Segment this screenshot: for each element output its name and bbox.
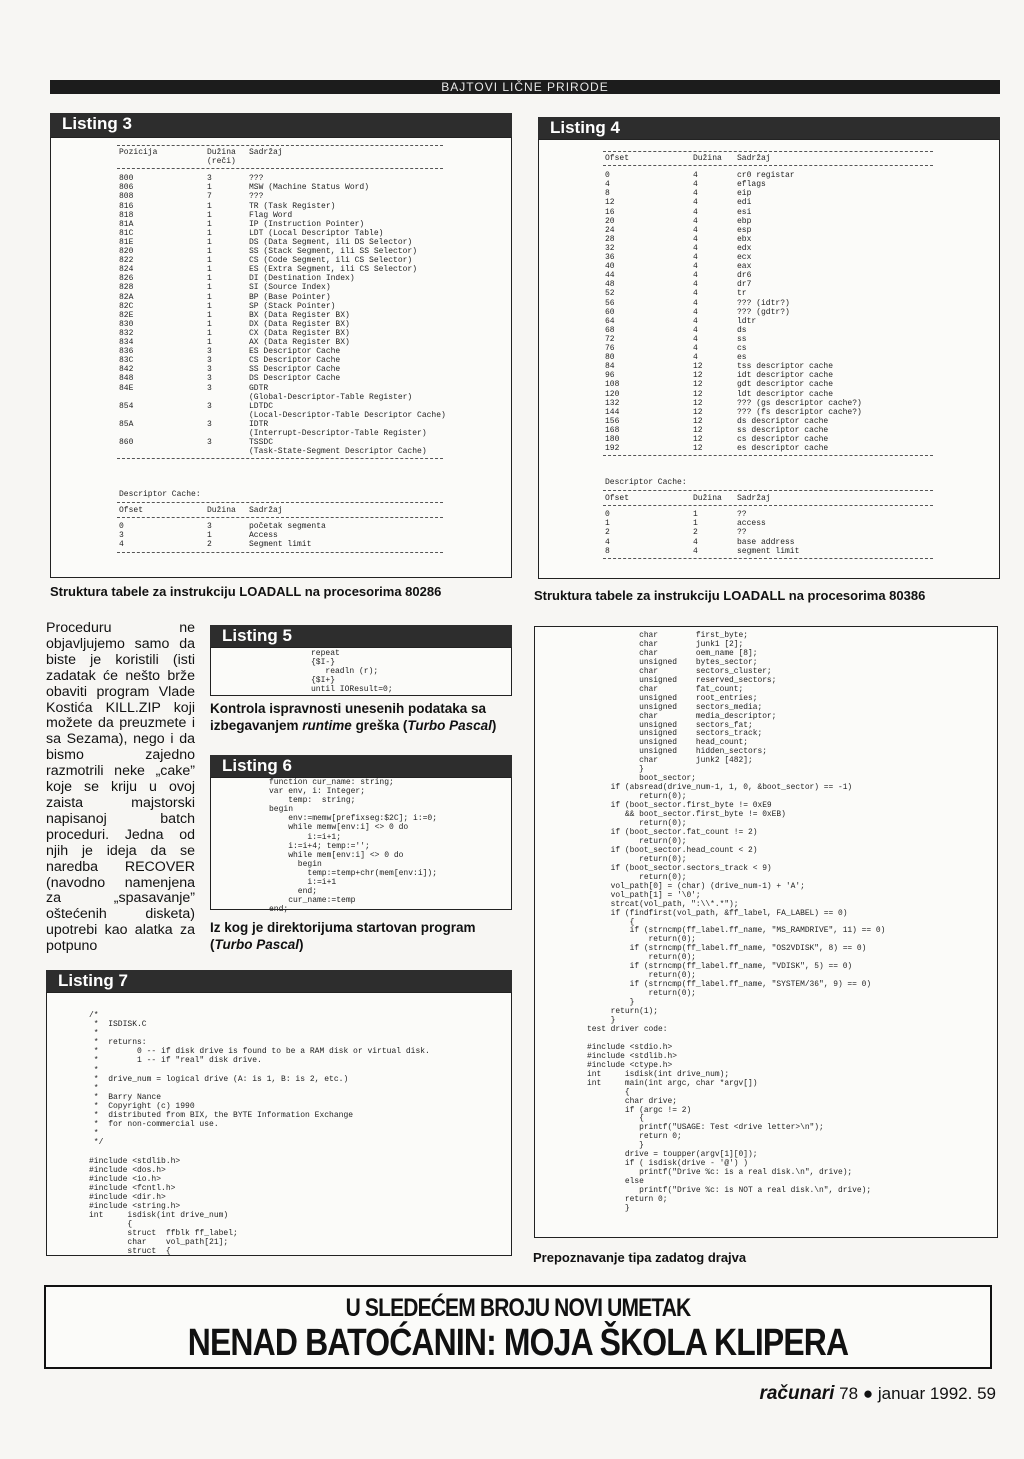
cell-length: 4 xyxy=(693,316,698,326)
table-rule xyxy=(603,490,933,491)
table-rule xyxy=(603,151,933,152)
cell-offset: 84E xyxy=(119,383,134,393)
cell-offset: 808 xyxy=(119,192,134,202)
listing-6-code: function cur_name: string; var env, i: Integer; temp: string; begin env:=memw[prefixseg:$2C]; i:=0; while memw[env:i] <> 0 do i:=i+1; i:=i+4; temp:=''; while mem[env:i] <> 0 do begin temp:=temp+chr(mem[env:i]); i:=i+1 end; cur_name:=temp end; xyxy=(269,778,438,915)
listing-6-box xyxy=(210,777,512,915)
cell-length: 1 xyxy=(207,210,212,220)
cell-content: eflags xyxy=(737,180,766,190)
cell-content: ebx xyxy=(737,234,752,244)
cell-content: edi xyxy=(737,198,752,208)
cell-length: 4 xyxy=(693,262,698,272)
cell-content: esp xyxy=(737,225,752,235)
cell-length: 1 xyxy=(207,228,212,238)
cell-length: 1 xyxy=(207,328,212,338)
listing-3-box xyxy=(50,137,512,578)
cell-offset: 854 xyxy=(119,401,134,411)
cell-length: 1 xyxy=(207,201,212,211)
cell-content: ds xyxy=(737,325,747,335)
cell-content: cs xyxy=(737,344,747,353)
listing-3-caption: Struktura tabele za instrukciju LOADALL na procesorima 80286 xyxy=(50,584,442,599)
cell-content: ??? (gdtr?) xyxy=(737,307,790,317)
cell-length: 3 xyxy=(207,374,212,384)
cache-cell-length: 1 xyxy=(693,510,698,520)
cell-content: AX (Data Register BX) xyxy=(249,338,350,347)
cell-content: tr xyxy=(737,289,747,299)
cell-offset: 36 xyxy=(605,253,615,262)
cell-content: ecx xyxy=(737,253,752,262)
cell-length: 1 xyxy=(207,247,212,256)
cache-cell-offset: 0 xyxy=(605,510,610,520)
listing-3-table xyxy=(51,138,511,577)
cell-offset: 82E xyxy=(119,310,134,320)
cache-column-header: Sadržaj xyxy=(737,494,771,504)
cell-offset: 52 xyxy=(605,289,615,299)
cache-cell-content: access xyxy=(737,519,766,529)
listing-5-box xyxy=(210,647,512,696)
cell-content: ??? (gs descriptor cache?) xyxy=(737,398,862,408)
cell-length: 3 xyxy=(207,347,212,357)
cell-content: dr6 xyxy=(737,271,752,281)
cache-cell-offset: 4 xyxy=(605,537,610,547)
cache-column-header: Dužina xyxy=(207,506,236,516)
column-header: Dužina xyxy=(207,148,236,157)
cell-offset: 44 xyxy=(605,271,615,281)
cell-content: MSW (Machine Status Word) xyxy=(249,183,370,193)
cell-content: ds descriptor cache xyxy=(737,416,829,426)
cell-length: 4 xyxy=(693,234,698,244)
table-rule xyxy=(117,552,443,553)
cell-content: cs descriptor cache xyxy=(737,435,829,444)
cell-content: DS (Data Segment, ili DS Selector) xyxy=(249,237,413,247)
cache-cell-content: ?? xyxy=(737,528,747,538)
cell-content: ES (Extra Segment, ili CS Selector) xyxy=(249,265,418,275)
cell-length: 1 xyxy=(207,319,212,329)
cell-offset: 0 xyxy=(605,171,610,181)
cell-offset: 64 xyxy=(605,316,615,326)
listing-7-header xyxy=(46,970,512,992)
cache-label: Descriptor Cache: xyxy=(605,478,687,487)
column-header: (reči) xyxy=(207,157,236,167)
column-header: Sadržaj xyxy=(249,148,283,157)
cell-content: DS Descriptor Cache xyxy=(249,374,341,384)
cell-content: idt descriptor cache xyxy=(737,371,834,381)
magazine-brand: računari xyxy=(759,1383,835,1404)
cell-content: ??? (fs descriptor cache?) xyxy=(737,407,862,417)
date-and-page: januar 1992. 59 xyxy=(877,1384,996,1403)
cache-cell-content: base address xyxy=(737,537,795,547)
cell-length: 3 xyxy=(207,401,212,411)
listing-4-box xyxy=(538,139,1000,579)
cell-offset: 96 xyxy=(605,371,615,381)
cell-content: CX (Data Register BX) xyxy=(249,328,350,338)
cell-content: tss descriptor cache xyxy=(737,362,834,372)
article-text: Proceduru ne objavljujemo samo da biste je koristili (isti zadatak će nešto brže obaviti program Vlade Kostića KILL.ZIP koji možete da preuzmete i sa Sezama), nego i da bismo zajedno razmotrili neke „cake” koje se kriju u ovoj zaista majstorski napisanoj batch proceduri. Jedna od njih je ideja da se naredba RECOVER (navodno namenjena za „spasavanje” oštećenih disketa) upotrebi kao alatka za potpuno xyxy=(46,620,195,955)
listing-6-title: Listing 6 xyxy=(222,756,292,775)
column-header: Ofset xyxy=(605,154,630,163)
cell-length: 1 xyxy=(207,265,212,275)
cell-offset: 108 xyxy=(605,380,620,390)
cell-length: 3 xyxy=(207,383,212,393)
cell-offset: 32 xyxy=(605,243,615,253)
cell-offset: 80 xyxy=(605,353,615,363)
cell-length: 3 xyxy=(207,174,212,184)
cell-length: 12 xyxy=(693,435,703,444)
cell-length: 3 xyxy=(207,365,212,375)
listing-4-title: Listing 4 xyxy=(550,118,620,137)
cell-content: LDTDC xyxy=(249,401,274,411)
table-rule xyxy=(603,558,933,559)
cache-cell-offset: 1 xyxy=(605,519,610,529)
cell-offset: 8 xyxy=(605,189,610,199)
cell-offset: 85A xyxy=(119,419,134,429)
section-title-bar xyxy=(50,80,1000,94)
cell-length: 4 xyxy=(693,353,698,363)
cache-cell-offset: 0 xyxy=(119,522,124,532)
cell-content: ldt descriptor cache xyxy=(737,389,834,399)
cell-content: SP (Stack Pointer) xyxy=(249,301,336,311)
cell-content: gdt descriptor cache xyxy=(737,380,834,390)
page-footer xyxy=(759,1383,996,1405)
cell-length: 1 xyxy=(207,219,212,229)
cell-length: 4 xyxy=(693,253,698,262)
listing-5-code: repeat {$I-} readln (r); {$I+} until IOResult=0; xyxy=(311,649,393,695)
cell-offset: 828 xyxy=(119,283,134,293)
cell-length: 4 xyxy=(693,171,698,181)
cell-offset: 818 xyxy=(119,210,134,220)
cache-cell-length: 3 xyxy=(207,522,212,532)
cell-length: 4 xyxy=(693,325,698,335)
listing-7-code-right: char first_byte; char junk1 [2]; char oem_name [8]; unsigned bytes_sector; char sectors_cluster; unsigned reserved_sectors; char fat_count; unsigned root_entries; unsigned sectors_media; char media_descriptor; unsigned sectors_fat; unsigned sectors_track; unsigned head_count; unsigned hidden_sectors; char junk2 [482]; } boot_sector; if (absread(drive_num-1, 1, 0, &boot_sector) == -1) return(0); if (boot_sector.first_byte != 0xE9 && boot_sector.first_byte != 0xEB) return(0); if (boot_sector.fat_count != 2) return(0); if (boot_sector.head_count < 2) return(0); if (boot_sector.sectors_track < 9) return(0); vol_path[0] = (char) (drive_num-1) + 'A'; vol_path[1] = '\0'; strcat(vol_path, ":\\*.*"); if (findfirst(vol_path, &ff_label, FA_LABEL) == 0) { if (strncmp(ff_label.ff_name, "MS_RAMDRIVE", 11) == 0) return(0); if (strncmp(ff_label.ff_name, "OS2VDISK", 8) == 0) return(0); if (strncmp(ff_label.ff_name, "VDISK", 5) == 0) return(0); if (strncmp(ff_label.ff_name, "SYSTEM/36", 9) == 0) return(0); } return(1); } test driver code: #include <stdio.h> #include <stdlib.h> #include <ctype.h> int isdisk(int drive_num); int main(int argc, char *argv[]) { char drive; if (argc != 2) { printf("USAGE: Test <drive letter>\n"); return 0; } drive = toupper(argv[1][0]); if ( isdisk(drive - '@') ) printf("Drive %c: is a real disk.\n", drive); else printf("Drive %c: is NOT a real disk.\n", drive); return 0; } xyxy=(587,631,886,1213)
cell-offset: 40 xyxy=(605,262,615,272)
listing-6-caption-italic: Turbo Pascal xyxy=(214,936,300,952)
listing-4-header xyxy=(538,117,1000,139)
cache-cell-length: 4 xyxy=(693,537,698,547)
cell-content: esi xyxy=(737,207,752,217)
cell-content: ES Descriptor Cache xyxy=(249,347,341,357)
cache-cell-length: 2 xyxy=(693,528,698,538)
cell-offset: 4 xyxy=(605,180,610,190)
cell-content: GDTR xyxy=(249,383,269,393)
banner-line-2: NENAD BATOĆANIN: MOJA ŠKOLA KLIPERA xyxy=(187,1322,849,1364)
banner-line-1: U SLEDEĆEM BROJU NOVI UMETAK xyxy=(345,1294,691,1322)
cache-column-header: Sadržaj xyxy=(249,506,283,516)
cell-content: edx xyxy=(737,243,752,253)
listing-5-caption-part-2: greška ( xyxy=(351,717,408,733)
cache-cell-length: 4 xyxy=(693,546,698,556)
cell-offset: 806 xyxy=(119,183,134,193)
cell-content: CS (Code Segment, ili CS Selector) xyxy=(249,256,413,266)
cell-offset: 84 xyxy=(605,362,615,372)
listing-7-title: Listing 7 xyxy=(58,971,128,990)
cell-length: 3 xyxy=(207,356,212,366)
cell-content: BP (Base Pointer) xyxy=(249,292,331,302)
cell-length: 4 xyxy=(693,298,698,308)
cell-content: ss xyxy=(737,334,747,344)
cell-length: 4 xyxy=(693,180,698,190)
cell-offset: 20 xyxy=(605,216,615,226)
cell-length: 7 xyxy=(207,192,212,202)
cell-offset: 180 xyxy=(605,435,620,444)
cell-content: DI (Destination Index) xyxy=(249,274,355,284)
cache-cell-content: ?? xyxy=(737,510,747,520)
cell-length: 1 xyxy=(207,310,212,320)
cell-offset: 826 xyxy=(119,274,134,284)
cell-offset: 832 xyxy=(119,328,134,338)
cell-length: 4 xyxy=(693,307,698,317)
cell-length: 12 xyxy=(693,362,703,372)
cell-content: CS Descriptor Cache xyxy=(249,356,341,366)
cache-cell-content: Access xyxy=(249,531,278,541)
cell-content: SS Descriptor Cache xyxy=(249,365,341,375)
listing-7-right-box xyxy=(534,626,998,1238)
cell-content: ebp xyxy=(737,216,752,226)
cell-offset: 48 xyxy=(605,280,615,290)
table-rule xyxy=(117,502,443,503)
cell-length: 3 xyxy=(207,419,212,429)
listing-6-header xyxy=(210,755,512,777)
cell-length: 4 xyxy=(693,271,698,281)
cell-content: IDTR xyxy=(249,419,269,429)
bullet-separator: ● xyxy=(862,1384,874,1403)
cell-length: 4 xyxy=(693,334,698,344)
listing-4-table xyxy=(539,140,999,578)
cache-cell-length: 2 xyxy=(207,540,212,550)
cell-length: 1 xyxy=(207,283,212,293)
table-rule xyxy=(603,165,933,166)
cell-offset: 56 xyxy=(605,298,615,308)
cell-offset: 12 xyxy=(605,198,615,208)
cell-length: 3 xyxy=(207,438,212,448)
cell-offset: 144 xyxy=(605,407,620,417)
cell-content: ??? xyxy=(249,192,264,202)
cell-offset: 72 xyxy=(605,334,615,344)
table-rule xyxy=(117,168,443,169)
listing-7-code-left: /* * ISDISK.C * * returns: * 0 -- if disk drive is found to be a RAM disk or virtual disk. * 1 -- if "real" disk drive. * * drive_num = logical drive (A: is 1, B: is 2, etc.) * * Barry Nance * Copyright (c) 1990 * distributed from BIX, the BYTE Information Exchange * for non-commercial use. * */ #include <stdlib.h> #include <dos.h> #include <io.h> #include <fcntl.h> #include <dir.h> #include <string.h> int isdisk(int drive_num) { struct ffblk ff_label; char vol_path[21]; struct { xyxy=(89,1011,430,1257)
cache-cell-offset: 8 xyxy=(605,546,610,556)
cache-cell-content: početak segmenta xyxy=(249,522,326,532)
table-rule xyxy=(603,505,933,506)
cache-cell-content: Segment limit xyxy=(249,540,312,550)
cell-offset: 824 xyxy=(119,265,134,275)
cell-offset: 192 xyxy=(605,444,620,454)
cell-length: 4 xyxy=(693,198,698,208)
cell-content: Flag Word xyxy=(249,210,293,220)
cell-content: TSSDC xyxy=(249,438,274,448)
cache-label: Descriptor Cache: xyxy=(119,490,201,499)
cell-length: 4 xyxy=(693,344,698,353)
cell-content: ss descriptor cache xyxy=(737,425,829,435)
cell-offset: 836 xyxy=(119,347,134,357)
cell-offset: 82C xyxy=(119,301,134,311)
table-rule xyxy=(117,145,443,146)
cell-length: 12 xyxy=(693,380,703,390)
cell-offset: 848 xyxy=(119,374,134,384)
cell-offset: 24 xyxy=(605,225,615,235)
issue-number: 78 xyxy=(839,1384,859,1403)
cell-length: 4 xyxy=(693,289,698,299)
cache-column-header: Ofset xyxy=(119,506,144,516)
cell-length: 1 xyxy=(207,292,212,302)
cell-length: 12 xyxy=(693,389,703,399)
cell-content: cr0 registar xyxy=(737,171,795,181)
cell-offset: 28 xyxy=(605,234,615,244)
cell-content: SI (Source Index) xyxy=(249,283,331,293)
cell-length: 1 xyxy=(207,301,212,311)
cache-cell-offset: 3 xyxy=(119,531,124,541)
listing-7-caption: Prepoznavanje tipa zadatog drajva xyxy=(533,1250,747,1265)
cache-cell-length: 1 xyxy=(207,531,212,541)
listing-5-caption-italic-1: runtime xyxy=(302,717,352,733)
cell-content: IP (Instruction Pointer) xyxy=(249,219,365,229)
table-rule xyxy=(117,517,443,518)
cell-offset: 120 xyxy=(605,389,620,399)
cell-length: 1 xyxy=(207,338,212,347)
listing-6-caption-part-1: Iz kog je direktorijuma startovan program ( xyxy=(210,920,476,952)
cache-cell-length: 1 xyxy=(693,519,698,529)
table-rule xyxy=(117,458,443,459)
cell-offset: 76 xyxy=(605,344,615,353)
column-header: Pozicija xyxy=(119,148,158,157)
cell-offset: 842 xyxy=(119,365,134,375)
column-header: Sadržaj xyxy=(737,154,771,163)
cell-content: es xyxy=(737,353,747,363)
listing-3-title: Listing 3 xyxy=(62,114,132,133)
listing-5-title: Listing 5 xyxy=(222,626,292,645)
cell-offset: 60 xyxy=(605,307,615,317)
listing-7-left-box xyxy=(46,992,512,1256)
section-title: BAJTOVI LIČNE PRIRODE xyxy=(441,80,609,94)
listing-6-caption xyxy=(210,920,514,953)
listing-5-caption-italic-2: Turbo Pascal xyxy=(407,717,492,733)
cell-length: 12 xyxy=(693,398,703,408)
cell-content: (Local-Descriptor-Table Descriptor Cache) xyxy=(249,410,446,420)
cell-length: 12 xyxy=(693,425,703,435)
column-header: Dužina xyxy=(693,154,722,163)
cell-offset: 81C xyxy=(119,228,134,238)
cell-offset: 82A xyxy=(119,292,134,302)
cell-content: ldtr xyxy=(737,316,757,326)
cell-content: eax xyxy=(737,262,752,272)
listing-5-header xyxy=(210,625,512,647)
cell-content: ??? xyxy=(249,174,264,184)
cell-content: BX (Data Register BX) xyxy=(249,310,350,320)
cell-content: DX (Data Register BX) xyxy=(249,319,350,329)
cache-cell-content: segment limit xyxy=(737,546,800,556)
cache-cell-offset: 2 xyxy=(605,528,610,538)
cell-content: TR (Task Register) xyxy=(249,201,336,211)
cell-offset: 132 xyxy=(605,398,620,408)
cell-content: LDT (Local Descriptor Table) xyxy=(249,228,384,238)
cache-cell-offset: 4 xyxy=(119,540,124,550)
cell-content: SS (Stack Segment, ili SS Selector) xyxy=(249,247,418,256)
cell-offset: 830 xyxy=(119,319,134,329)
cell-offset: 68 xyxy=(605,325,615,335)
cell-offset: 860 xyxy=(119,438,134,448)
cell-offset: 820 xyxy=(119,247,134,256)
cell-length: 12 xyxy=(693,416,703,426)
cell-length: 4 xyxy=(693,216,698,226)
listing-5-caption-part-3: ) xyxy=(491,717,497,733)
cell-content: (Global-Descriptor-Table Register) xyxy=(249,392,413,402)
cell-length: 4 xyxy=(693,280,698,290)
cell-length: 1 xyxy=(207,237,212,247)
cell-content: es descriptor cache xyxy=(737,444,829,454)
listing-6-caption-part-2: ) xyxy=(299,936,304,952)
listing-5-caption xyxy=(210,701,514,734)
cell-offset: 800 xyxy=(119,174,134,184)
listing-5-caption-part-1: Kontrola ispravnosti unesenih podataka sa izbegavanjem xyxy=(210,701,487,733)
cell-offset: 834 xyxy=(119,338,134,347)
cell-offset: 83C xyxy=(119,356,134,366)
cell-offset: 81A xyxy=(119,219,134,229)
cell-content: eip xyxy=(737,189,752,199)
cell-length: 1 xyxy=(207,256,212,266)
cell-length: 12 xyxy=(693,444,703,454)
cell-content: (Task-State-Segment Descriptor Cache) xyxy=(249,447,427,457)
table-rule xyxy=(603,455,933,456)
cell-offset: 156 xyxy=(605,416,620,426)
cell-length: 1 xyxy=(207,183,212,193)
cell-length: 4 xyxy=(693,243,698,253)
cell-length: 4 xyxy=(693,225,698,235)
cell-content: (Interrupt-Descriptor-Table Register) xyxy=(249,429,427,438)
cell-offset: 16 xyxy=(605,207,615,217)
next-issue-banner xyxy=(44,1285,992,1369)
listing-4-caption: Struktura tabele za instrukciju LOADALL na procesorima 80386 xyxy=(534,588,926,603)
cell-length: 12 xyxy=(693,407,703,417)
cell-content: ??? (idtr?) xyxy=(737,298,790,308)
cache-column-header: Dužina xyxy=(693,494,722,504)
cell-length: 12 xyxy=(693,371,703,381)
listing-3-header xyxy=(50,113,512,137)
cell-offset: 822 xyxy=(119,256,134,266)
cell-offset: 168 xyxy=(605,425,620,435)
cell-length: 4 xyxy=(693,189,698,199)
cell-offset: 816 xyxy=(119,201,134,211)
cell-length: 1 xyxy=(207,274,212,284)
cache-column-header: Ofset xyxy=(605,494,630,504)
cell-length: 4 xyxy=(693,207,698,217)
cell-content: dr7 xyxy=(737,280,752,290)
cell-offset: 81E xyxy=(119,237,134,247)
